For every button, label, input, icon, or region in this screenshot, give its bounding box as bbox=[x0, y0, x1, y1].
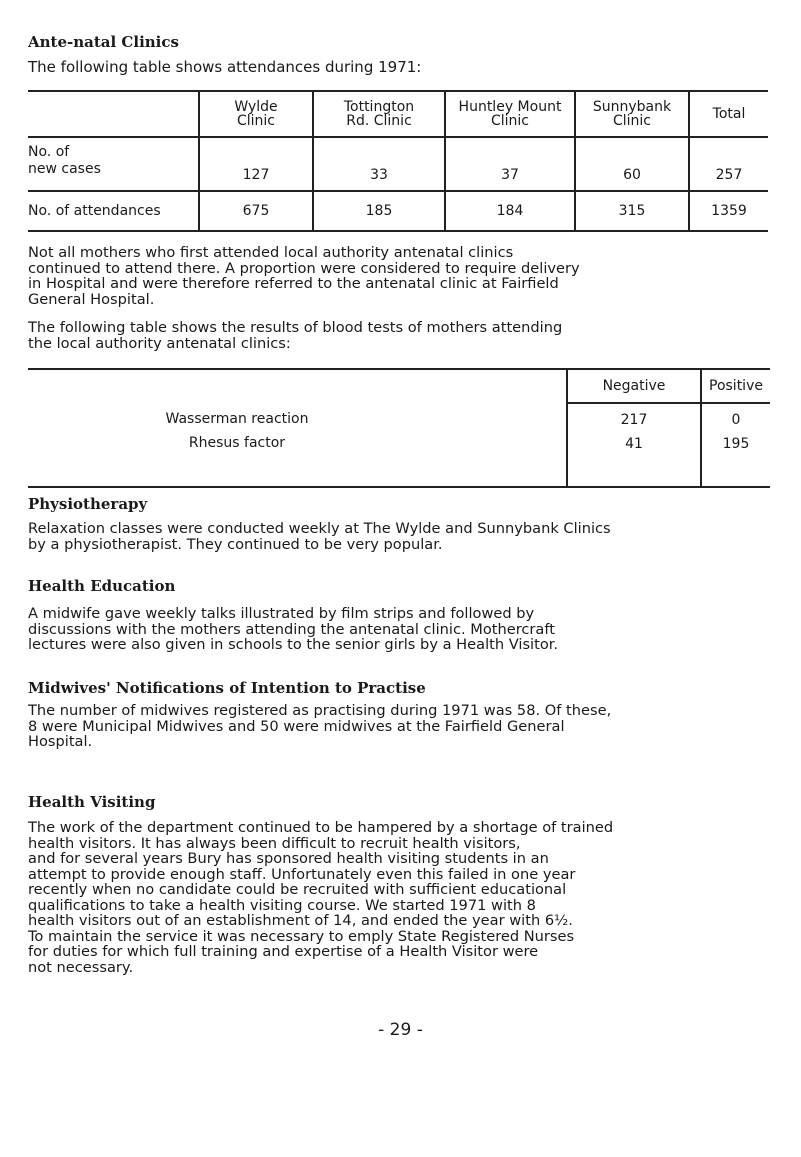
row-labels: Wasserman reaction Rhesus factor bbox=[165, 411, 309, 451]
section-heading-health-visiting: Health Visiting bbox=[28, 793, 156, 811]
section-heading-physiotherapy: Physiotherapy bbox=[28, 495, 148, 513]
table-cell: 37 bbox=[445, 137, 575, 191]
blood-test-intro: The following table shows the results of blood tests of mothers attending the local authority antenatal clinics: bbox=[28, 319, 563, 352]
health-visiting-text: The work of the department continued to be hampered by a shortage of trained health visitors. It has always been difficult to recruit health visitors, and for several years Bury has sponsored health visiting students in an attempt to provide enough staff. Unfortunately even this failed in one year recently when no candidate could be recruited with sufficient educational qualifications to take a health visiting course. We started 1971 with 8 health visitors out of an establishment of 14, and ended the year with 6½. To maintain the service it was necessary to emply State Registered Nurses for duties for which full training and expertise of a Health Visitor were not necessary. bbox=[28, 819, 614, 976]
table-cell: 217 41 bbox=[567, 403, 701, 487]
column-header: Huntley Mount Clinic bbox=[445, 91, 575, 137]
header-blank bbox=[28, 369, 567, 403]
table-cell: 257 bbox=[689, 137, 768, 191]
table-cell: 1359 bbox=[689, 191, 768, 231]
section-heading-midwives: Midwives' Notifications of Intention to Practise bbox=[28, 679, 426, 697]
antenatal-note: Not all mothers who first attended local authority antenatal clinics continued to attend there. A proportion were considered to require delivery in Hospital and were therefore referred to the antenatal clinic at Fairfield General Hospital. bbox=[28, 244, 580, 308]
section-heading-antenatal: Ante-natal Clinics bbox=[28, 33, 179, 51]
antenatal-intro: The following table shows attendances during 1971: bbox=[28, 58, 422, 76]
table-cell: 184 bbox=[445, 191, 575, 231]
attendance-table bbox=[28, 90, 768, 232]
column-header: Tottington Rd. Clinic bbox=[313, 91, 445, 137]
table-cell: 185 bbox=[313, 191, 445, 231]
column-header: Wylde Clinic bbox=[199, 91, 313, 137]
attendance-table-header bbox=[28, 91, 768, 137]
table-row bbox=[28, 191, 768, 231]
table-cell: 127 bbox=[199, 137, 313, 191]
row-label: No. of new cases bbox=[28, 137, 199, 191]
table-cell: 33 bbox=[313, 137, 445, 191]
table-cell: 315 bbox=[575, 191, 689, 231]
midwives-text: The number of midwives registered as practising during 1971 was 58. Of these, 8 were Municipal Midwives and 50 were midwives at the Fairfield General Hospital. bbox=[28, 702, 612, 750]
physiotherapy-text: Relaxation classes were conducted weekly at The Wylde and Sunnybank Clinics by a physiotherapist. They continued to be very popular. bbox=[28, 520, 611, 553]
blood-test-table bbox=[28, 368, 770, 488]
page-number: - 29 - bbox=[378, 1020, 423, 1040]
row-label: No. of attendances bbox=[28, 191, 199, 231]
table-cell: 0 195 bbox=[701, 403, 770, 487]
column-header: Sunnybank Clinic bbox=[575, 91, 689, 137]
column-header: Positive bbox=[701, 369, 770, 403]
blood-test-header bbox=[28, 369, 770, 403]
table-row bbox=[28, 137, 768, 191]
header-blank bbox=[28, 91, 199, 137]
table-cell: 675 bbox=[199, 191, 313, 231]
table-row bbox=[28, 403, 770, 487]
health-education-text: A midwife gave weekly talks illustrated by film strips and followed by discussions with the mothers attending the antenatal clinic. Mothercraft lectures were also given in schools to the senior girls by a Health Visitor. bbox=[28, 605, 559, 653]
section-heading-health-education: Health Education bbox=[28, 577, 176, 595]
column-header: Negative bbox=[567, 369, 701, 403]
column-header: Total bbox=[689, 91, 768, 137]
table-cell: 60 bbox=[575, 137, 689, 191]
